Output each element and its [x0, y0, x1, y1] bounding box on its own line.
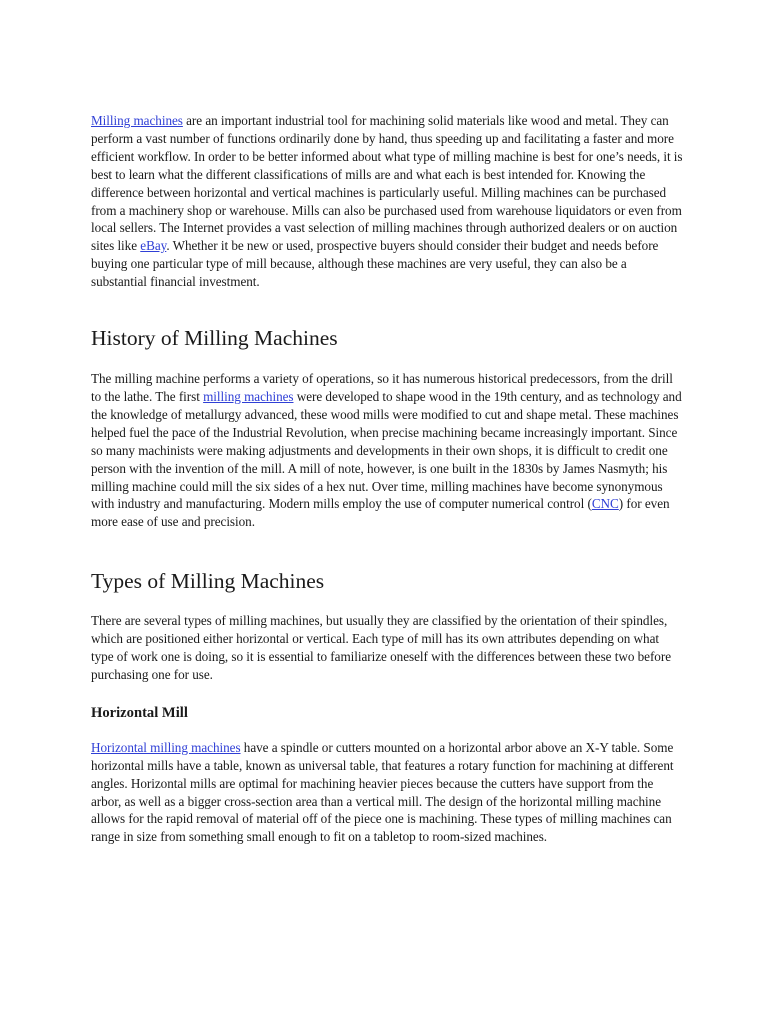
horizontal-mill-heading: Horizontal Mill [91, 704, 188, 721]
history-milling-machines-link[interactable]: milling machines [203, 388, 294, 404]
horizontal-text: have a spindle or cutters mounted on a horizontal arbor above an X-Y table. Some horizontal mills have a table, known as universal table, that features a rotary function for machining at different angles. Horizontal mills are optimal for machining heavier pieces because the cutters have support from the arbor, as well as a bigger cross-section area than a vertical mill. The design of the horizontal milling machine allows for the rapid removal of material off of the piece one is machining. These types of milling machines can range in size from something small enough to fit on a tabletop to room-sized machines. [91, 739, 674, 845]
horizontal-mill-paragraph [91, 739, 683, 846]
history-paragraph [91, 370, 683, 531]
history-text-1: The milling machine performs a variety of operations, so it has numerous historical predecessors, from the drill to the lathe. The first [91, 371, 673, 404]
types-paragraph: There are several types of milling machines, but usually they are classified by the orientation of their spindles, which are positioned either horizontal or vertical. Each type of mill has its own attributes depending on what type of work one is doing, so it is essential to familiarize oneself with the differences between these two before purchasing one for use. [91, 613, 671, 682]
intro-text-2: . Whether it be new or used, prospective buyers should consider their budget and needs before buying one particular type of mill because, although these machines are very useful, they can also be a substantial financial investment. [91, 238, 659, 290]
types-heading: Types of Milling Machines [91, 569, 325, 594]
history-heading: History of Milling Machines [91, 326, 338, 351]
cnc-link[interactable]: CNC [591, 496, 619, 512]
horizontal-milling-machines-link[interactable]: Horizontal milling machines [91, 739, 241, 755]
milling-machines-link[interactable]: Milling machines [91, 113, 183, 128]
history-text-3: ) for even more ease of use and precision. [91, 496, 670, 530]
document-page [91, 112, 683, 846]
history-text-2: were developed to shape wood in the 19th century, and as technology and the knowledge of metallurgy advanced, these wood mills were modified to cut and shape metal. These machines helped fuel the pace of the Industrial Revolution, when precise machining became increasingly important. Since so many machinists were making adjustments and developments in their own shops, it is difficult to credit one person with the invention of the mill. A mill of note, however, is one built in the 1830s by James Nasmyth; his milling machine could mill the six sides of a hex nut. Over time, milling machines have become synonymous with industry and manufacturing. Modern mills employ the use of computer numerical control ( [91, 388, 682, 512]
intro-text-1: are an important industrial tool for machining solid materials like wood and metal. They can perform a vast number of functions ordinarily done by hand, thus speeding up and facilitating a faster and more efficient workflow. In order to be better informed about what type of milling machine is best for one’s needs, it is best to learn what the different classifications of mills are and what each is best intended for. Knowing the difference between horizontal and vertical machines is particularly useful. Milling machines can be purchased from a machinery shop or warehouse. Mills can also be purchased used from warehouse liquidators or even from local sellers. The Internet provides a vast selection of milling machines through authorized dealers or on auction sites like [91, 113, 683, 254]
ebay-link[interactable]: eBay [140, 238, 167, 254]
intro-paragraph [91, 112, 683, 291]
